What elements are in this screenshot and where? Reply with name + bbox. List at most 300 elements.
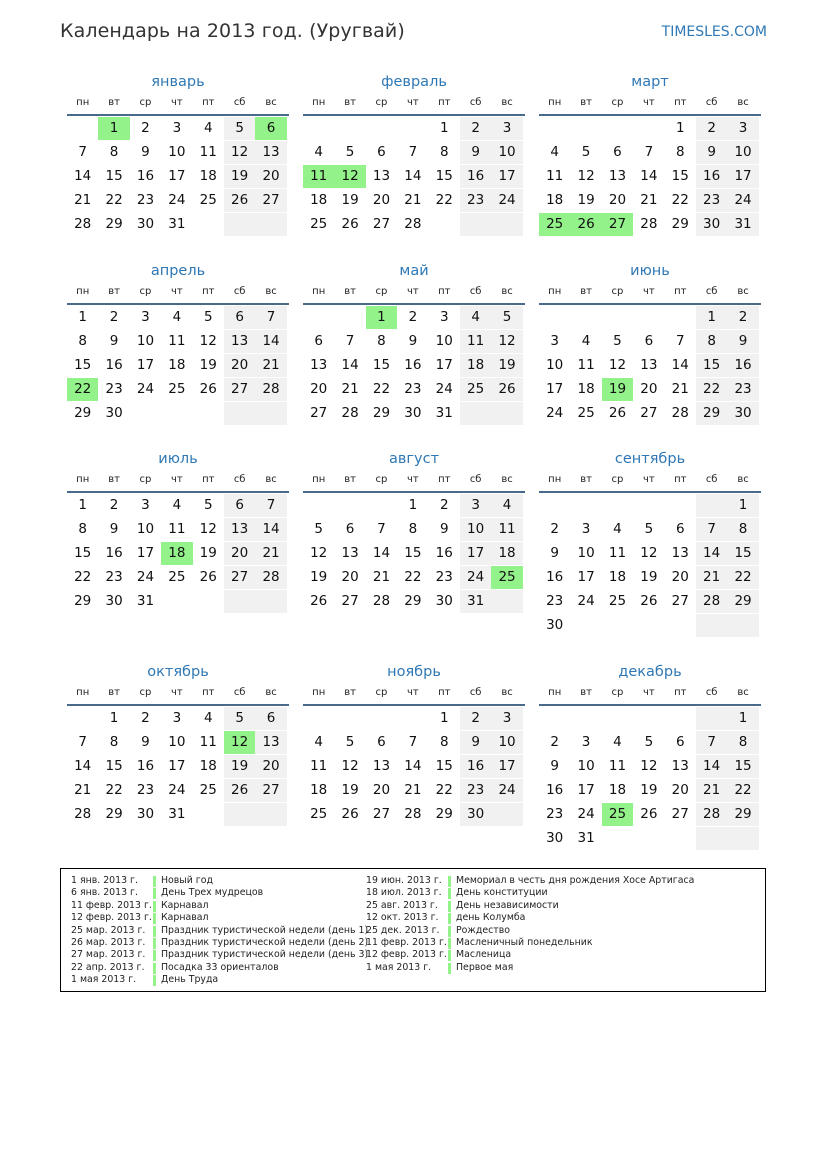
empty-day-cell bbox=[67, 707, 98, 730]
week-row bbox=[67, 707, 289, 731]
week-row bbox=[67, 590, 289, 614]
day-cell: 16 bbox=[546, 569, 564, 585]
day-cell: 16 bbox=[105, 545, 123, 561]
day-cell: 9 bbox=[460, 731, 491, 754]
day-cell: 5 bbox=[314, 521, 323, 537]
weekday-label: сб bbox=[469, 474, 482, 485]
week-row bbox=[303, 731, 525, 755]
empty-day-cell bbox=[665, 306, 696, 329]
weekday-label: пт bbox=[438, 286, 451, 297]
empty-day-cell bbox=[727, 827, 758, 850]
day-cell: 28 bbox=[640, 216, 658, 232]
day-cell: 27 bbox=[255, 779, 286, 802]
day-cell: 28 bbox=[341, 405, 359, 421]
day-cell: 13 bbox=[671, 545, 689, 561]
holiday-name: Первое мая bbox=[456, 961, 514, 973]
empty-day-cell bbox=[602, 117, 633, 140]
day-cell: 14 bbox=[696, 755, 727, 778]
day-cell: 6 bbox=[613, 144, 622, 160]
day-cell: 21 bbox=[255, 542, 286, 565]
empty-day-cell bbox=[696, 614, 727, 637]
day-cell: 23 bbox=[546, 806, 564, 822]
day-cell: 20 bbox=[372, 192, 391, 208]
empty-day-cell bbox=[570, 117, 601, 140]
holiday-entry bbox=[71, 937, 368, 949]
weekday-label: пн bbox=[312, 474, 326, 485]
day-cell: 27 bbox=[224, 378, 255, 401]
weekday-label: пт bbox=[438, 687, 451, 698]
weekday-header bbox=[303, 92, 525, 116]
weekday-label: ср bbox=[611, 474, 624, 485]
weekday-label: чт bbox=[643, 97, 655, 108]
week-row bbox=[303, 306, 525, 330]
day-cell: 12 bbox=[199, 521, 217, 537]
day-cell: 10 bbox=[136, 521, 155, 537]
day-cell: 16 bbox=[435, 545, 453, 561]
day-cell: 15 bbox=[727, 542, 758, 565]
month-name: декабрь bbox=[618, 664, 682, 680]
holiday-day-cell: 1 bbox=[98, 117, 129, 140]
week-row bbox=[303, 141, 525, 165]
day-cell: 11 bbox=[460, 330, 491, 353]
day-cell: 14 bbox=[372, 545, 391, 561]
day-cell: 18 bbox=[310, 192, 328, 208]
day-cell: 2 bbox=[727, 306, 758, 329]
empty-day-cell bbox=[429, 213, 460, 236]
day-cell: 30 bbox=[136, 216, 155, 232]
week-row bbox=[303, 518, 525, 542]
day-cell: 8 bbox=[696, 330, 727, 353]
day-cell: 30 bbox=[105, 593, 123, 609]
day-cell: 25 bbox=[310, 216, 328, 232]
holiday-date: 1 мая 2013 г. bbox=[71, 974, 137, 986]
weekday-label: пн bbox=[548, 286, 562, 297]
empty-day-cell bbox=[161, 402, 192, 425]
day-cell: 9 bbox=[460, 141, 491, 164]
empty-day-cell bbox=[67, 117, 98, 140]
week-row bbox=[303, 542, 525, 566]
holiday-date: 6 янв. 2013 г. bbox=[71, 887, 138, 899]
week-row bbox=[303, 213, 525, 237]
empty-day-cell bbox=[602, 306, 633, 329]
day-cell: 6 bbox=[255, 707, 286, 730]
day-cell: 29 bbox=[696, 402, 727, 425]
day-cell: 3 bbox=[727, 117, 758, 140]
day-cell: 12 bbox=[491, 330, 522, 353]
week-row bbox=[539, 779, 761, 803]
weekday-label: пт bbox=[202, 474, 215, 485]
empty-day-cell bbox=[491, 402, 522, 425]
weekday-label: сб bbox=[705, 474, 718, 485]
day-cell: 7 bbox=[78, 144, 87, 160]
day-cell: 6 bbox=[314, 333, 323, 349]
empty-day-cell bbox=[130, 402, 161, 425]
week-row bbox=[539, 707, 761, 731]
day-cell: 2 bbox=[460, 117, 491, 140]
holiday-marker bbox=[448, 938, 451, 949]
day-cell: 4 bbox=[203, 710, 213, 726]
empty-day-cell bbox=[366, 117, 397, 140]
holiday-date: 19 июн. 2013 г. bbox=[366, 875, 442, 886]
day-cell: 18 bbox=[199, 758, 217, 774]
day-cell: 24 bbox=[460, 566, 491, 589]
day-cell: 30 bbox=[136, 806, 155, 822]
day-cell: 26 bbox=[310, 593, 328, 609]
empty-day-cell bbox=[303, 494, 334, 517]
weekday-label: вт bbox=[344, 286, 356, 297]
holiday-name: Масленичный понедельник bbox=[456, 936, 593, 948]
holiday-marker bbox=[448, 963, 451, 974]
day-cell: 27 bbox=[640, 405, 658, 421]
day-cell: 3 bbox=[550, 333, 559, 349]
day-cell: 15 bbox=[671, 168, 689, 184]
day-cell: 4 bbox=[613, 521, 622, 537]
day-cell: 2 bbox=[439, 497, 449, 513]
day-cell: 6 bbox=[377, 144, 386, 160]
day-cell: 17 bbox=[546, 381, 564, 397]
day-cell: 4 bbox=[203, 120, 213, 136]
day-cell: 10 bbox=[577, 545, 595, 561]
day-cell: 6 bbox=[224, 306, 255, 329]
day-cell: 14 bbox=[696, 542, 727, 565]
day-cell: 13 bbox=[341, 545, 359, 561]
day-cell: 25 bbox=[199, 782, 217, 798]
holiday-marker bbox=[153, 950, 156, 961]
week-row bbox=[303, 117, 525, 141]
day-cell: 29 bbox=[404, 593, 422, 609]
day-cell: 2 bbox=[109, 309, 119, 325]
day-cell: 9 bbox=[109, 333, 119, 349]
month-name: февраль bbox=[381, 74, 447, 90]
holiday-name: День Труда bbox=[161, 974, 219, 986]
empty-day-cell bbox=[696, 707, 727, 730]
holidays-column-right bbox=[366, 875, 694, 974]
weekday-label: ср bbox=[375, 474, 388, 485]
month-name: март bbox=[631, 74, 669, 90]
day-cell: 10 bbox=[168, 734, 186, 750]
day-cell: 21 bbox=[74, 192, 92, 208]
weekday-label: чт bbox=[171, 687, 183, 698]
day-cell: 14 bbox=[404, 758, 422, 774]
day-cell: 21 bbox=[255, 354, 286, 377]
day-cell: 10 bbox=[727, 141, 758, 164]
holiday-date: 27 мар. 2013 г. bbox=[71, 949, 146, 961]
day-cell: 22 bbox=[435, 782, 453, 798]
day-cell: 24 bbox=[577, 806, 595, 822]
day-cell: 16 bbox=[460, 165, 491, 188]
empty-day-cell bbox=[602, 707, 633, 730]
month-calendar bbox=[303, 72, 525, 237]
month-calendar bbox=[303, 662, 525, 827]
day-cell: 13 bbox=[255, 141, 286, 164]
day-cell: 25 bbox=[577, 405, 595, 421]
day-cell: 14 bbox=[74, 168, 92, 184]
day-cell: 22 bbox=[727, 566, 758, 589]
weekday-header bbox=[67, 281, 289, 305]
holiday-entry bbox=[71, 974, 368, 986]
day-cell: 21 bbox=[74, 782, 92, 798]
day-cell: 2 bbox=[550, 521, 559, 537]
empty-day-cell bbox=[665, 827, 696, 850]
day-cell: 5 bbox=[203, 497, 213, 513]
day-cell: 20 bbox=[224, 354, 255, 377]
day-cell: 22 bbox=[671, 192, 689, 208]
day-cell: 20 bbox=[341, 569, 359, 585]
week-row bbox=[303, 165, 525, 189]
weekday-label: вс bbox=[501, 286, 513, 297]
day-cell: 27 bbox=[341, 593, 359, 609]
weekday-label: чт bbox=[171, 474, 183, 485]
day-cell: 22 bbox=[404, 569, 422, 585]
empty-day-cell bbox=[255, 402, 286, 425]
empty-day-cell bbox=[665, 494, 696, 517]
weekday-label: чт bbox=[643, 474, 655, 485]
empty-day-cell bbox=[224, 803, 255, 826]
day-cell: 17 bbox=[435, 357, 453, 373]
week-row bbox=[67, 354, 289, 378]
week-row bbox=[303, 378, 525, 402]
empty-day-cell bbox=[334, 306, 365, 329]
weekday-label: сб bbox=[233, 286, 246, 297]
day-cell: 18 bbox=[491, 542, 522, 565]
day-cell: 1 bbox=[727, 494, 758, 517]
day-cell: 5 bbox=[644, 521, 654, 537]
day-cell: 17 bbox=[168, 168, 186, 184]
weekday-label: чт bbox=[407, 97, 419, 108]
day-cell: 5 bbox=[345, 144, 355, 160]
weekday-label: сб bbox=[469, 286, 482, 297]
week-row bbox=[539, 117, 761, 141]
day-cell: 10 bbox=[168, 144, 186, 160]
weekday-label: ср bbox=[139, 474, 152, 485]
day-cell: 17 bbox=[491, 165, 522, 188]
weekday-label: пт bbox=[438, 474, 451, 485]
day-cell: 28 bbox=[696, 803, 727, 826]
day-cell: 23 bbox=[696, 189, 727, 212]
day-cell: 10 bbox=[460, 518, 491, 541]
week-row bbox=[67, 803, 289, 827]
holiday-entry bbox=[71, 912, 368, 924]
day-cell: 28 bbox=[404, 806, 422, 822]
day-cell: 17 bbox=[168, 758, 186, 774]
weekday-label: пт bbox=[674, 286, 687, 297]
weekday-label: сб bbox=[705, 286, 718, 297]
weekday-label: чт bbox=[643, 286, 655, 297]
day-cell: 1 bbox=[78, 497, 87, 513]
empty-day-cell bbox=[161, 590, 192, 613]
day-cell: 1 bbox=[675, 120, 685, 136]
weekday-label: ср bbox=[139, 687, 152, 698]
day-cell: 13 bbox=[372, 758, 391, 774]
holiday-date: 11 февр. 2013 г. bbox=[71, 899, 152, 911]
day-cell: 18 bbox=[608, 782, 627, 798]
day-cell: 31 bbox=[168, 216, 186, 232]
week-row bbox=[67, 755, 289, 779]
empty-day-cell bbox=[366, 707, 397, 730]
empty-day-cell bbox=[303, 707, 334, 730]
day-cell: 9 bbox=[696, 141, 727, 164]
day-cell: 20 bbox=[640, 381, 658, 397]
day-cell: 23 bbox=[460, 189, 491, 212]
weekday-header bbox=[539, 281, 761, 305]
holiday-date: 1 янв. 2013 г. bbox=[71, 875, 138, 886]
day-cell: 26 bbox=[640, 593, 658, 609]
week-row bbox=[539, 614, 761, 638]
holiday-name: Посадка 33 ориенталов bbox=[161, 961, 279, 973]
empty-day-cell bbox=[224, 590, 255, 613]
weekday-label: пн bbox=[312, 97, 326, 108]
day-cell: 8 bbox=[109, 144, 119, 160]
day-cell: 15 bbox=[372, 357, 391, 373]
weekday-label: вт bbox=[108, 97, 120, 108]
holiday-day-cell: 6 bbox=[255, 117, 286, 140]
holiday-date: 22 апр. 2013 г. bbox=[71, 961, 145, 973]
day-cell: 19 bbox=[199, 545, 217, 561]
day-cell: 2 bbox=[408, 309, 418, 325]
month-calendar bbox=[539, 261, 761, 426]
day-cell: 19 bbox=[224, 165, 255, 188]
weekday-label: вс bbox=[501, 474, 513, 485]
day-cell: 22 bbox=[727, 779, 758, 802]
day-cell: 30 bbox=[696, 213, 727, 236]
day-cell: 19 bbox=[577, 192, 595, 208]
site-logo-link[interactable]: TIMESLES.COM bbox=[661, 24, 767, 40]
day-cell: 20 bbox=[310, 381, 328, 397]
day-cell: 9 bbox=[109, 521, 119, 537]
weekday-label: вс bbox=[265, 286, 277, 297]
month-calendar bbox=[539, 449, 761, 638]
day-cell: 17 bbox=[460, 542, 491, 565]
holiday-marker bbox=[153, 975, 156, 986]
day-cell: 5 bbox=[203, 309, 213, 325]
day-cell: 7 bbox=[696, 731, 727, 754]
day-cell: 25 bbox=[168, 381, 186, 397]
day-cell: 15 bbox=[105, 168, 123, 184]
day-cell: 10 bbox=[491, 731, 522, 754]
day-cell: 7 bbox=[696, 518, 727, 541]
day-cell: 14 bbox=[255, 330, 286, 353]
month-name: май bbox=[399, 263, 429, 279]
holiday-entry bbox=[71, 925, 368, 937]
day-cell: 28 bbox=[404, 216, 422, 232]
holiday-day-cell: 11 bbox=[303, 165, 334, 188]
day-cell: 23 bbox=[105, 381, 123, 397]
holiday-entry bbox=[366, 900, 694, 912]
empty-day-cell bbox=[366, 494, 397, 517]
day-cell: 24 bbox=[168, 782, 186, 798]
day-cell: 5 bbox=[644, 734, 654, 750]
week-row bbox=[67, 306, 289, 330]
empty-day-cell bbox=[224, 402, 255, 425]
day-cell: 13 bbox=[255, 731, 286, 754]
week-row bbox=[539, 827, 761, 851]
day-cell: 8 bbox=[377, 333, 386, 349]
empty-day-cell bbox=[539, 117, 570, 140]
holiday-name: День конституции bbox=[456, 887, 548, 899]
day-cell: 16 bbox=[404, 357, 422, 373]
weekday-label: вс bbox=[501, 687, 513, 698]
weekday-label: сб bbox=[705, 687, 718, 698]
day-cell: 4 bbox=[550, 144, 559, 160]
day-cell: 4 bbox=[314, 144, 323, 160]
day-cell: 28 bbox=[74, 216, 92, 232]
day-cell: 22 bbox=[372, 381, 391, 397]
day-cell: 19 bbox=[341, 192, 359, 208]
day-cell: 22 bbox=[74, 569, 92, 585]
month-calendar bbox=[67, 449, 289, 614]
weekday-label: вс bbox=[737, 687, 749, 698]
weekday-label: вт bbox=[108, 286, 120, 297]
empty-day-cell bbox=[303, 306, 334, 329]
day-cell: 8 bbox=[439, 144, 449, 160]
weekday-label: вс bbox=[265, 474, 277, 485]
week-row bbox=[303, 755, 525, 779]
day-cell: 12 bbox=[224, 141, 255, 164]
day-cell: 27 bbox=[224, 566, 255, 589]
holiday-entry bbox=[366, 962, 694, 974]
holiday-marker bbox=[153, 938, 156, 949]
empty-day-cell bbox=[602, 614, 633, 637]
day-cell: 23 bbox=[404, 381, 422, 397]
day-cell: 5 bbox=[613, 333, 622, 349]
empty-day-cell bbox=[570, 306, 601, 329]
day-cell: 7 bbox=[78, 734, 87, 750]
day-cell: 9 bbox=[141, 144, 150, 160]
holiday-marker bbox=[448, 901, 451, 912]
day-cell: 31 bbox=[727, 213, 758, 236]
day-cell: 25 bbox=[460, 378, 491, 401]
week-row bbox=[303, 189, 525, 213]
empty-day-cell bbox=[224, 213, 255, 236]
day-cell: 5 bbox=[224, 117, 255, 140]
page-title: Календарь на 2013 год. (Уругвай) bbox=[60, 20, 405, 42]
day-cell: 15 bbox=[435, 168, 453, 184]
day-cell: 16 bbox=[136, 168, 155, 184]
day-cell: 26 bbox=[341, 216, 359, 232]
holiday-date: 12 февр. 2013 г. bbox=[71, 912, 152, 924]
day-cell: 14 bbox=[640, 168, 658, 184]
day-cell: 11 bbox=[546, 168, 564, 184]
week-row bbox=[67, 518, 289, 542]
weekday-header bbox=[539, 682, 761, 706]
day-cell: 24 bbox=[168, 192, 186, 208]
day-cell: 11 bbox=[199, 144, 217, 160]
day-cell: 17 bbox=[727, 165, 758, 188]
holiday-entry bbox=[71, 875, 368, 887]
day-cell: 8 bbox=[78, 521, 87, 537]
holiday-marker bbox=[153, 901, 156, 912]
weekday-label: ср bbox=[611, 286, 624, 297]
empty-day-cell bbox=[570, 707, 601, 730]
weekday-label: чт bbox=[171, 286, 183, 297]
day-cell: 20 bbox=[671, 569, 689, 585]
holiday-name: Праздник туристической недели (день 3) bbox=[161, 949, 369, 961]
weekday-label: пн bbox=[76, 286, 90, 297]
week-row bbox=[539, 590, 761, 614]
weekday-label: пт bbox=[202, 97, 215, 108]
holiday-marker bbox=[153, 888, 156, 899]
day-cell: 31 bbox=[435, 405, 453, 421]
day-cell: 21 bbox=[696, 779, 727, 802]
day-cell: 11 bbox=[199, 734, 217, 750]
holiday-day-cell: 25 bbox=[602, 803, 633, 826]
day-cell: 28 bbox=[372, 593, 391, 609]
holiday-name: Масленица bbox=[456, 949, 512, 961]
day-cell: 16 bbox=[105, 357, 123, 373]
month-calendar bbox=[67, 662, 289, 827]
day-cell: 20 bbox=[224, 542, 255, 565]
weekday-label: ср bbox=[375, 286, 388, 297]
